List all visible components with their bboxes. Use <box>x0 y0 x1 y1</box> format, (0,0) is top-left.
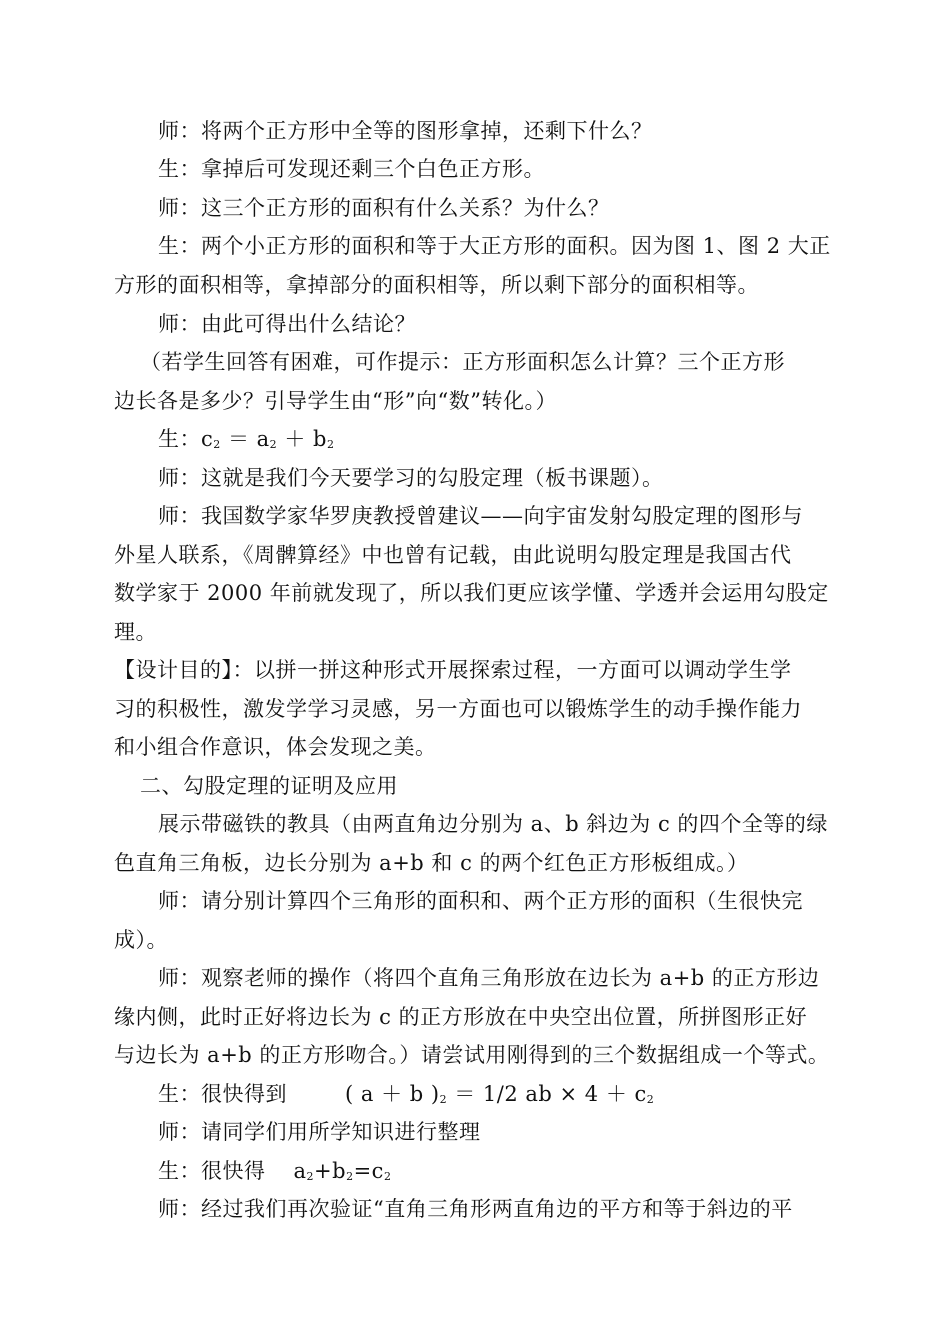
formula-line-1: 生：c2 ＝ a2 ＋ b2 <box>158 427 335 451</box>
hint-line: 边长各是多少？引导学生由“形”向“数”转化。） <box>114 389 557 413</box>
formula-line-2: 生：很快得到 ( a ＋ b )2 ＝ 1/2 ab × 4 ＋ c2 <box>158 1082 655 1106</box>
dialog-line: 成）。 <box>114 928 168 952</box>
dialog-line: 数学家于 2000 年前就发现了，所以我们更应该学懂、学透并会运用勾股定 <box>114 581 829 605</box>
dialog-line: 理。 <box>114 620 157 644</box>
dialog-line: 师：由此可得出什么结论？ <box>158 312 416 336</box>
dialog-line: 与边长为 a+b 的正方形吻合。）请尝试用刚得到的三个数据组成一个等式。 <box>114 1043 830 1067</box>
hint-line: （若学生回答有困难，可作提示：正方形面积怎么计算？三个正方形 <box>140 350 785 374</box>
dialog-line: 色直角三角板，边长分别为 a+b 和 c 的两个红色正方形板组成。） <box>114 851 749 875</box>
dialog-line: 师：请同学们用所学知识进行整理 <box>158 1120 481 1144</box>
dialog-line: 师：观察老师的操作（将四个直角三角形放在边长为 a+b 的正方形边 <box>158 966 820 990</box>
formula-prefix: 生：很快得 <box>158 1159 266 1183</box>
formula-prefix: 生：很快得到 <box>158 1082 287 1106</box>
dialog-line: 生：两个小正方形的面积和等于大正方形的面积。因为图 1、图 2 大正 <box>158 234 831 258</box>
dialog-line: 展示带磁铁的教具（由两直角边分别为 a、b 斜边为 c 的四个全等的绿 <box>158 812 828 836</box>
dialog-line: 师：我国数学家华罗庚教授曾建议——向宇宙发射勾股定理的图形与 <box>158 504 803 528</box>
dialog-line: 师：这就是我们今天要学习的勾股定理（板书课题）。 <box>158 466 664 490</box>
dialog-line: 师：经过我们再次验证“直角三角形两直角边的平方和等于斜边的平 <box>158 1197 793 1221</box>
dialog-line: 师：将两个正方形中全等的图形拿掉，还剩下什么？ <box>158 119 653 143</box>
design-purpose-line: 习的积极性，激发学学习灵感，另一方面也可以锻炼学生的动手操作能力 <box>114 697 802 721</box>
dialog-line: 缘内侧，此时正好将边长为 c 的正方形放在中央空出位置，所拼图形正好 <box>114 1005 808 1029</box>
section-heading: 二、勾股定理的证明及应用 <box>140 774 398 798</box>
formula-line-3: 生：很快得 a2+b2=c2 <box>158 1159 392 1183</box>
dialog-line: 师：请分别计算四个三角形的面积和、两个正方形的面积（生很快完 <box>158 889 803 913</box>
dialog-line: 方形的面积相等，拿掉部分的面积相等，所以剩下部分的面积相等。 <box>114 273 759 297</box>
dialog-line: 外星人联系，《周髀算经》中也曾有记载，由此说明勾股定理是我国古代 <box>114 543 792 567</box>
design-purpose-line: 【设计目的】：以拼一拼这种形式开展探索过程，一方面可以调动学生学 <box>114 658 792 682</box>
dialog-line: 生：拿掉后可发现还剩三个白色正方形。 <box>158 157 545 181</box>
design-purpose-line: 和小组合作意识，体会发现之美。 <box>114 735 437 759</box>
formula-prefix: 生： <box>158 427 201 451</box>
dialog-line: 师：这三个正方形的面积有什么关系？为什么？ <box>158 196 610 220</box>
